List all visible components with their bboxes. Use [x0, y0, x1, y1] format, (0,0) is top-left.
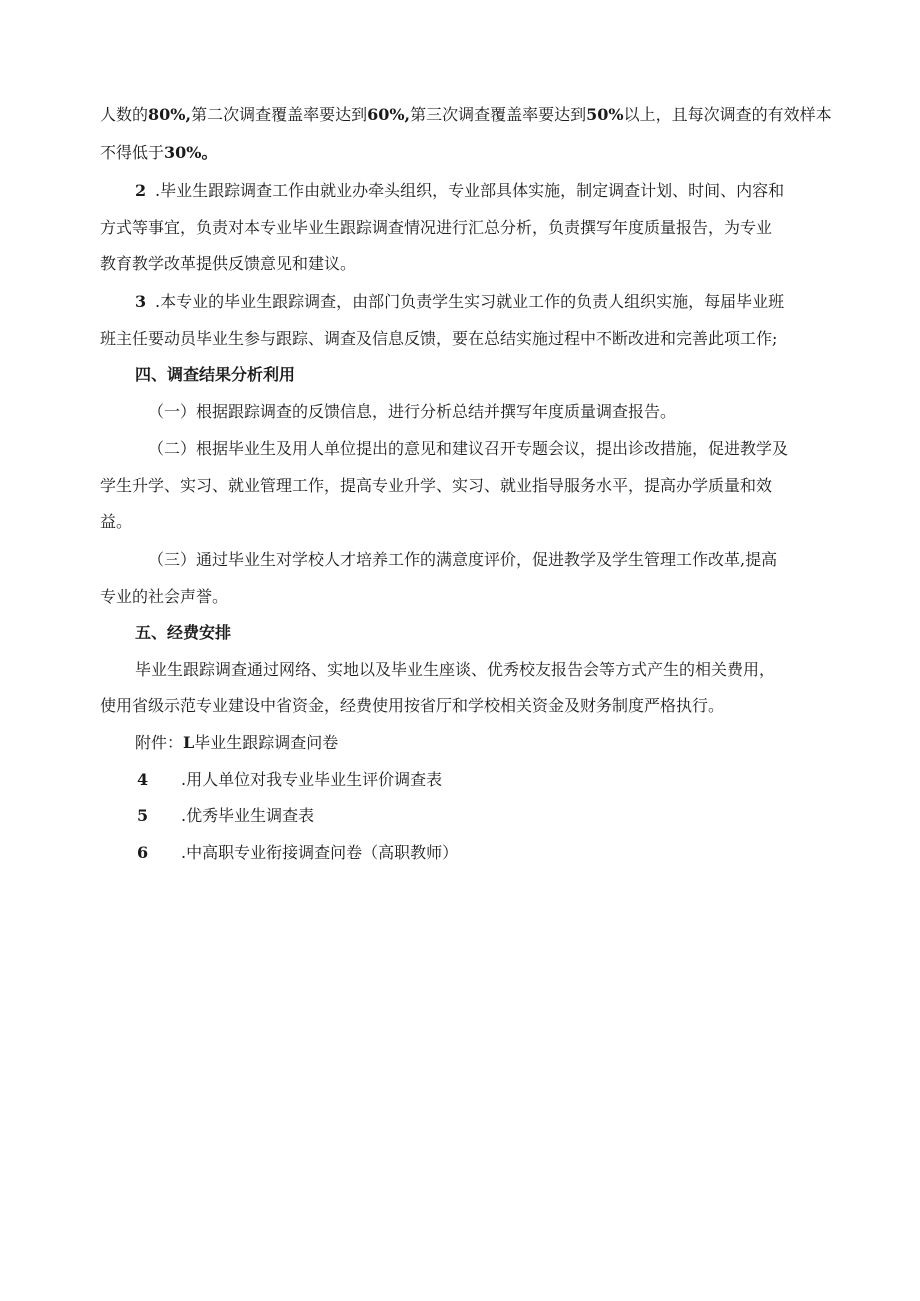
text-run: 第二次调查覆盖率要达到 — [191, 105, 368, 124]
text-run: 人数的 — [100, 105, 149, 124]
item-text: .本专业的毕业生跟踪调查，由部门负责学生实习就业工作的负责人组织实施，每届毕业班 — [155, 292, 785, 311]
attachment-number: L — [183, 733, 195, 752]
attachment-number: 4 — [137, 770, 149, 789]
attachment-title: .中高职专业衔接调查问卷（高职教师） — [181, 843, 459, 862]
item-2-line-2 — [0, 217, 920, 239]
attachment-item — [0, 769, 920, 791]
attachment-item — [0, 842, 920, 864]
percent-80: 80%, — [148, 105, 192, 124]
section-4-paragraph-1: （一）根据跟踪调查的反馈信息，进行分析总结并撰写年度质量调查报告。 — [148, 402, 677, 421]
attachments-label: 附件： — [135, 733, 184, 752]
section-4-paragraph-3-line-1: （三）通过毕业生对学校人才培养工作的满意度评价，促进教学及学生管理工作改革,提高 — [148, 550, 778, 569]
section-5-line-2: 使用省级示范专业建设中省资金，经费使用按省厅和学校相关资金及财务制度严格执行。 — [100, 696, 725, 715]
item-text: 方式等事宜，负责对本专业毕业生跟踪调查情况进行汇总分析，负责撰写年度质量报告，为专业 — [100, 218, 773, 237]
percent-60: 60%, — [367, 105, 411, 124]
section-5-heading: 五、经费安排 — [135, 623, 232, 642]
text-run: 以上，且每次调查的有效样本 — [623, 105, 832, 124]
section-4-paragraph-2-line-2: 学生升学、实习、就业管理工作，提高专业升学、实习、就业指导服务水平，提高办学质量和效 — [100, 476, 773, 495]
item-3-line-1 — [0, 291, 920, 313]
section-4-heading: 四、调查结果分析利用 — [135, 365, 296, 384]
attachment-title: 毕业生跟踪调查问卷 — [194, 733, 339, 752]
text-run: 不得低于 — [100, 143, 165, 162]
item-number: 2 — [135, 181, 147, 200]
section-4-paragraph-2-line-3: 益。 — [100, 512, 133, 531]
section-4-paragraph-3-line-2: 专业的社会声誉。 — [100, 587, 229, 606]
attachment-number: 6 — [137, 843, 149, 862]
section-5-line-1: 毕业生跟踪调查通过网络、实地以及毕业生座谈、优秀校友报告会等方式产生的相关费用， — [135, 660, 776, 679]
attachment-item — [0, 805, 920, 827]
coverage-paragraph-line-2 — [0, 142, 920, 164]
item-number: 3 — [135, 292, 147, 311]
item-2-line-1 — [0, 180, 920, 202]
attachment-title: .用人单位对我专业毕业生评价调查表 — [181, 770, 443, 789]
coverage-paragraph-line-1 — [0, 104, 920, 126]
item-3-line-2 — [0, 328, 920, 350]
attachment-number: 5 — [137, 806, 149, 825]
attachments-first — [0, 732, 920, 754]
item-2-line-3 — [0, 253, 920, 275]
item-text: 教育教学改革提供反馈意见和建议。 — [100, 254, 357, 273]
item-text: .毕业生跟踪调查工作由就业办牵头组织，专业部具体实施，制定调查计划、时间、内容和 — [155, 181, 785, 200]
section-4-paragraph-2-line-1: （二）根据毕业生及用人单位提出的意见和建议召开专题会议，提出诊改措施，促进教学及 — [148, 439, 789, 458]
attachment-title: .优秀毕业生调查表 — [181, 806, 315, 825]
percent-30: 30%。 — [164, 143, 218, 162]
percent-50: 50% — [586, 105, 624, 124]
item-text: 班主任要动员毕业生参与跟踪、调查及信息反馈，要在总结实施过程中不断改进和完善此项工作; — [100, 329, 778, 348]
text-run: 第三次调查覆盖率要达到 — [410, 105, 587, 124]
